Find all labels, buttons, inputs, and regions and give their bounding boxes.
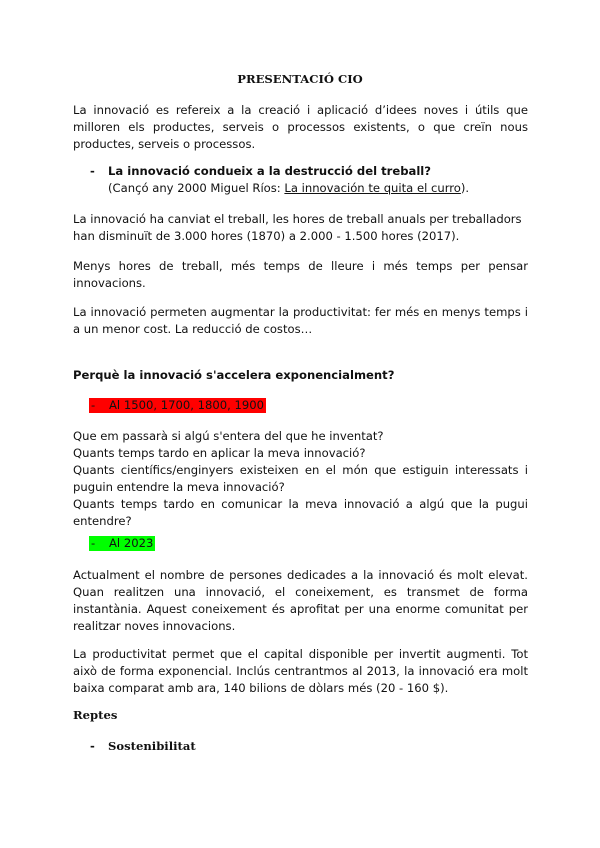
highlight-red-years xyxy=(89,398,266,413)
page-title: PRESENTACIÓ CIO xyxy=(237,72,363,86)
green-text: Al 2023 xyxy=(109,536,154,550)
song-note xyxy=(108,180,469,197)
question-4: Quants temps tardo en comunicar la meva innovació a algú que la pugui entendre? xyxy=(73,497,528,528)
intro-paragraph: La innovació es refereix a la creació i aplicació d’idees noves i útils que milloren els productes, serveis o processos existents, o que creïn nous productes, serveis o processos. xyxy=(73,103,528,151)
question-3: Quants científics/enginyers existeixen en el món que estiguin interessats i puguin entendre la meva innovació? xyxy=(73,463,528,494)
work-hours-paragraph: La innovació ha canviat el treball, les hores de treball anuals per treballadors han disminuït de 3.000 hores (1870) a 2.000 - 1.500 hores (2017). xyxy=(73,212,522,243)
heading-reptes: Reptes xyxy=(73,708,118,722)
bullet-sustainability xyxy=(90,738,196,755)
red-text: Al 1500, 1700, 1800, 1900 xyxy=(109,398,264,412)
red-dash: - xyxy=(91,398,96,412)
bullet-text: La innovació condueix a la destrucció del treball? xyxy=(108,164,432,178)
question-2: Quants temps tardo en aplicar la meva innovació? xyxy=(73,446,366,460)
sustainability-text: Sostenibilitat xyxy=(108,739,196,753)
question-1: Que em passarà si algú s'entera del que he inventat? xyxy=(73,429,384,443)
highlight-green-year xyxy=(89,536,155,551)
leisure-paragraph: Menys hores de treball, més temps de lleure i més temps per pensar innovacions. xyxy=(73,259,528,290)
green-dash: - xyxy=(91,536,96,550)
capital-paragraph: La productivitat permet que el capital disponible per invertit augmenti. Tot això de forma exponencial. Inclús centrantmos al 2013, la innovació era molt baixa comparat amb ara, 140 bilions de dòlars més (20 - 160 $). xyxy=(73,647,528,695)
song-note-prefix: (Cançó any 2000 Miguel Ríos: xyxy=(108,181,285,195)
heading-why-accelerates: Perquè la innovació s'accelera exponencialment? xyxy=(73,368,395,382)
sustainability-dash: - xyxy=(90,739,95,753)
bullet-dash: - xyxy=(90,164,95,178)
productivity-paragraph: La innovació permeten augmentar la productivitat: fer més en menys temps i a un menor cost. La reducció de costos… xyxy=(73,305,528,336)
song-link[interactable]: La innovación te quita el curro xyxy=(284,181,461,195)
bullet-destruction xyxy=(90,163,431,180)
song-note-suffix: ). xyxy=(460,181,470,195)
current-innovation-paragraph: Actualment el nombre de persones dedicades a la innovació és molt elevat. Quan realitzen una innovació, el coneixement, es transmet de forma instantània. Aquest coneixement és aprofitat per una enorme comunitat per realitzar noves innovacions. xyxy=(73,568,528,633)
questions-block xyxy=(73,428,528,530)
